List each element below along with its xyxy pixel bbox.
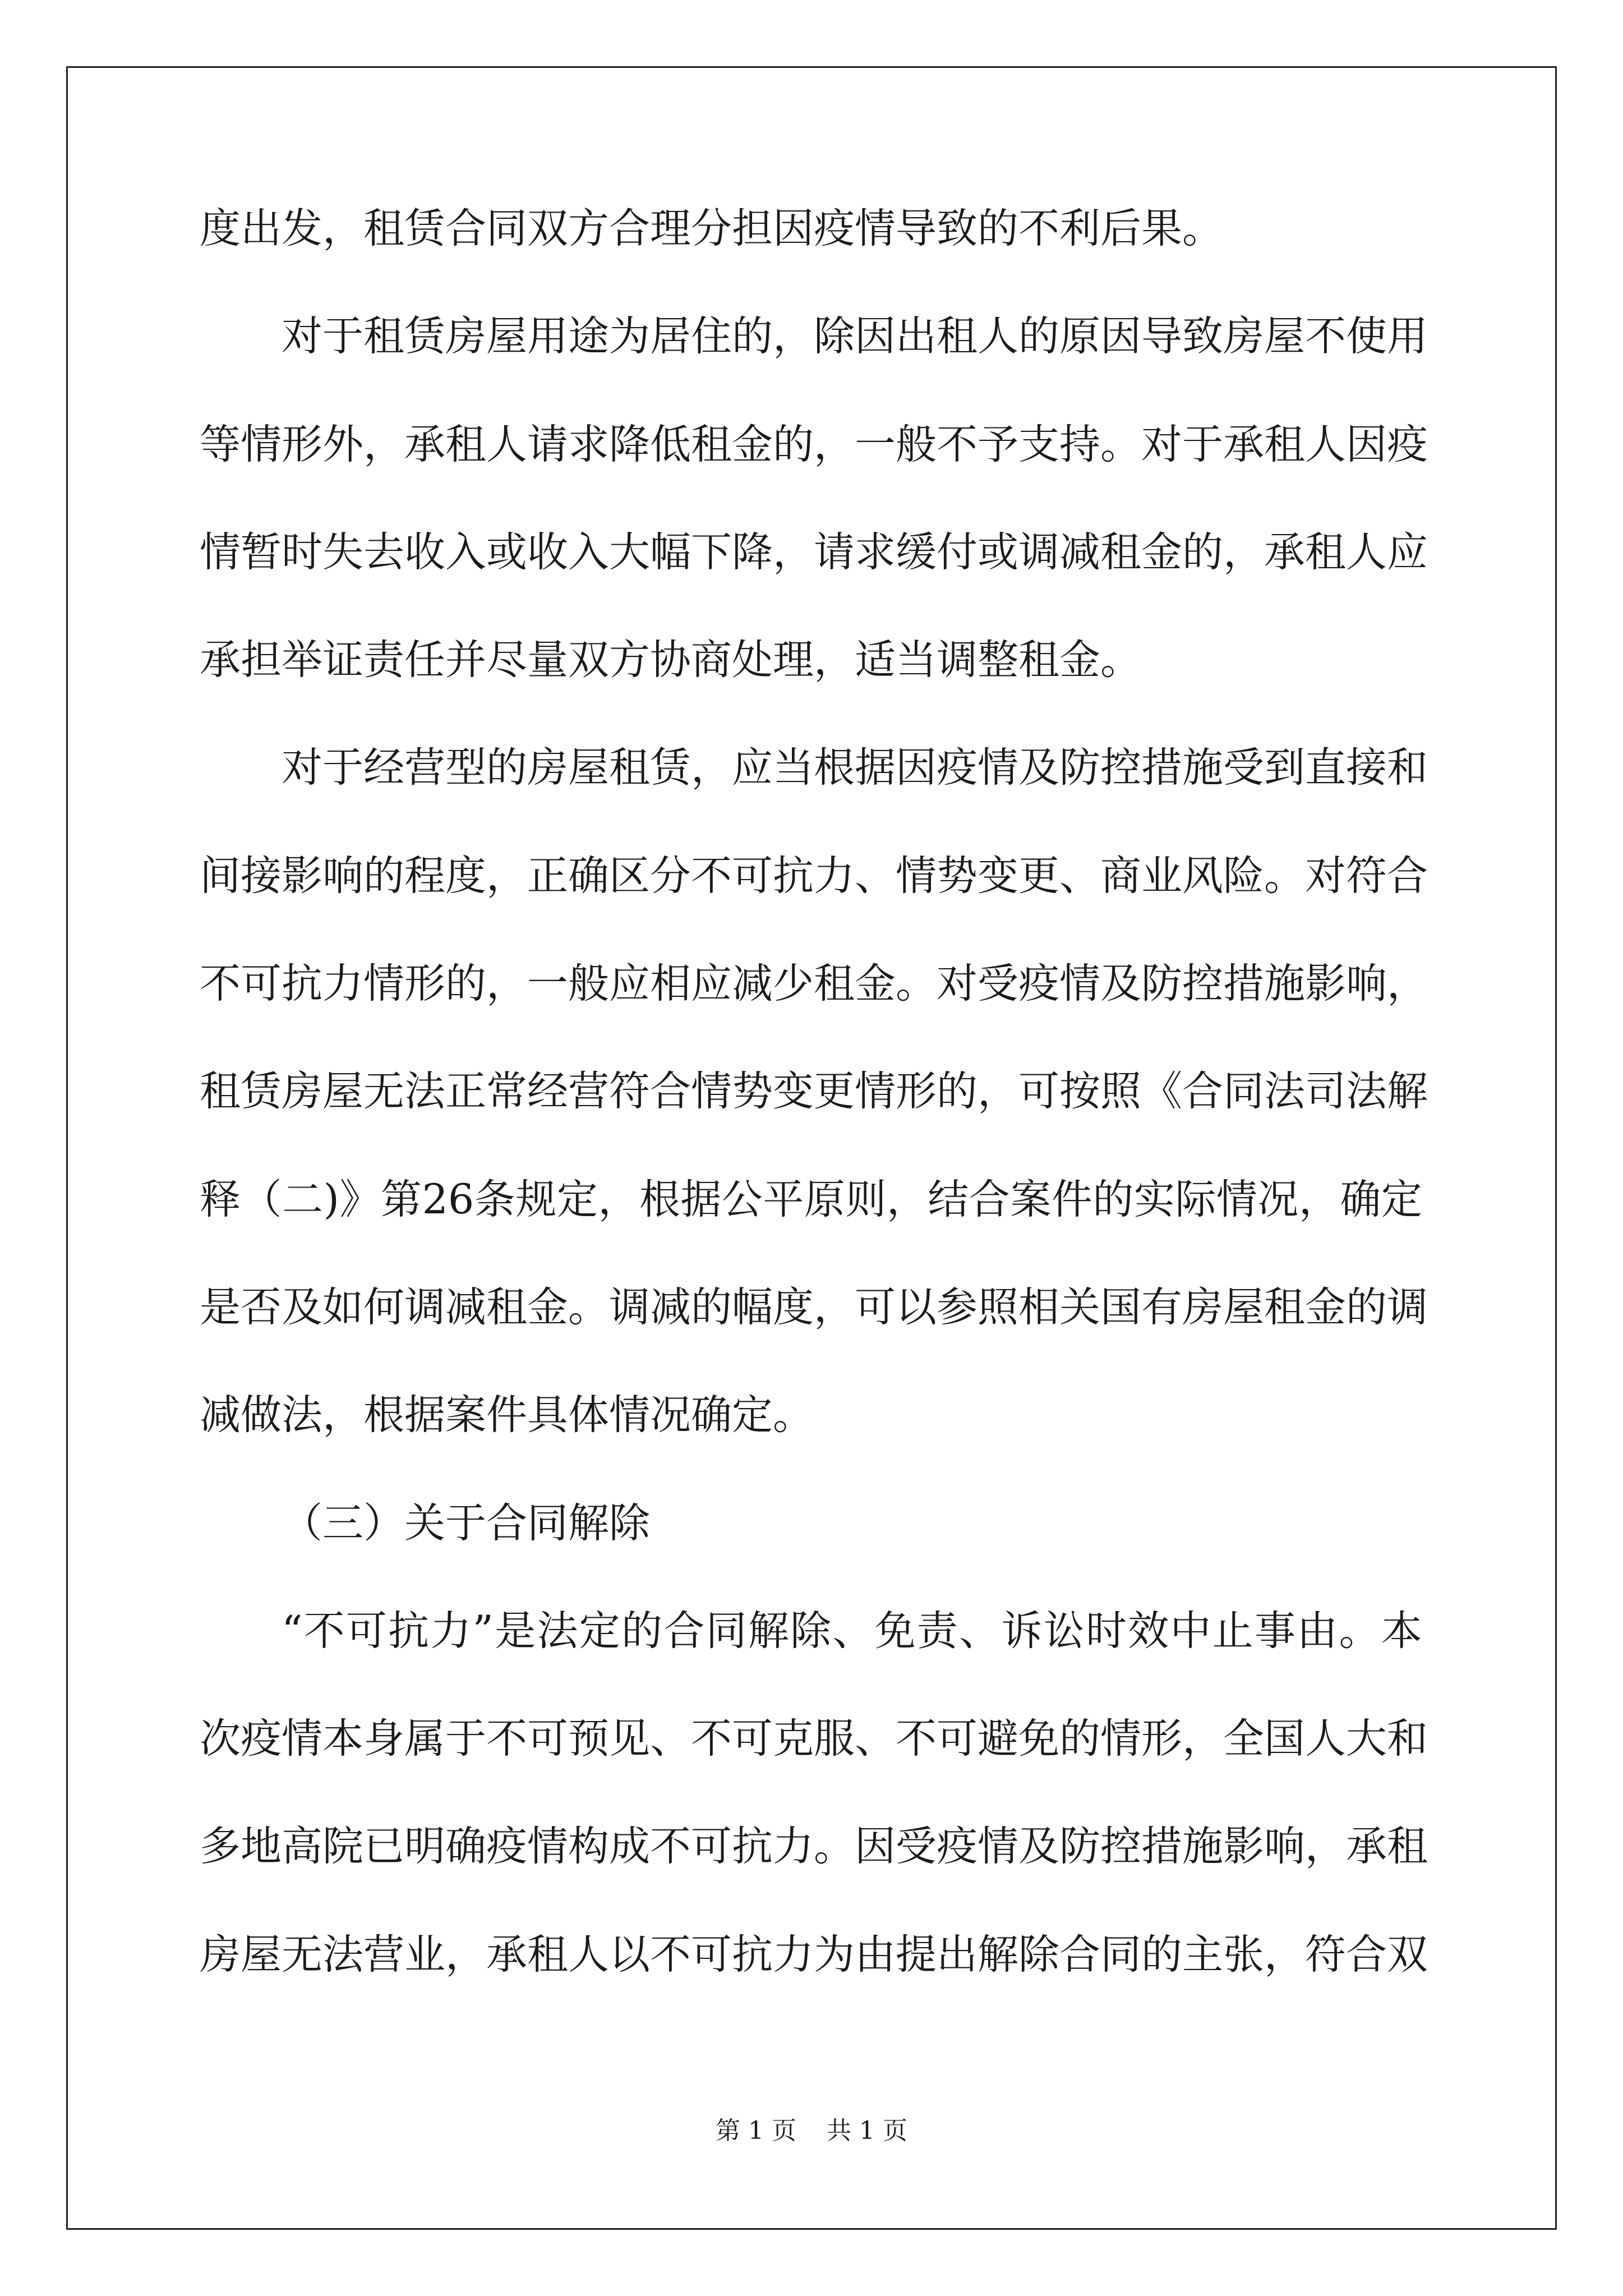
text-line: 情 暂 时 失 去 收 入 或 收 入 大 幅 下 降 ， 请 求 缓 付 或 调 减 租 金 的 ， 承 租 人 应 [200, 528, 1428, 576]
text-line: 不 可 抗 力 情 形 的 ， 一 般 应 相 应 减 少 租 金 。 对 受 疫 情 及 防 控 措 施 影 响 ， [200, 960, 1428, 1008]
text-line: 多 地 高 院 已 明 确 疫 情 构 成 不 可 抗 力 。 因 受 疫 情 及 防 控 措 施 影 响 ， 承 租 [200, 1823, 1428, 1871]
text-line: 承担举证责任并尽量双方协商处理，适当调整租金。 [200, 636, 1141, 684]
page-number: 第 1 页 [716, 2116, 796, 2145]
text-line: 间 接 影 响 的 程 度 ， 正 确 区 分 不 可 抗 力 、 情 势 变 更 、 商 业 风 险 。 对 符 合 [200, 852, 1428, 900]
page-total: 共 1 页 [827, 2116, 907, 2145]
text-line: 减做法，根据案件具体情况确定。 [200, 1391, 814, 1439]
text-line: 对 于 租 赁 房 屋 用 途 为 居 住 的 ， 除 因 出 租 人 的 原 因 导 致 房 屋 不 使 用 [282, 312, 1428, 361]
text-line: 释 （ 二 ) 》 第 26 条 规 定 ， 根 据 公 平 原 则 ， 结 合 案 件 的 实 际 情 况 ， 确 定 [200, 1175, 1422, 1223]
text-line: 租 赁 房 屋 无 法 正 常 经 营 符 合 情 势 变 更 情 形 的 ， 可 按 照 《 合 同 法 司 法 解 [200, 1068, 1428, 1116]
text-line: （三）关于合同解除 [282, 1499, 650, 1547]
document-body [200, 201, 1428, 2035]
text-line: 是 否 及 如 何 调 减 租 金 。 调 减 的 幅 度 ， 可 以 参 照 相 关 国 有 房 屋 租 金 的 调 [200, 1283, 1428, 1331]
text-line: 度出发，租赁合同双方合理分担因疫情导致的不利后果。 [200, 205, 1223, 252]
text-line: 对 于 经 营 型 的 房 屋 租 赁 ， 应 当 根 据 因 疫 情 及 防 控 措 施 受 到 直 接 和 [282, 744, 1428, 792]
page-footer [0, 2110, 1623, 2146]
text-line: “ 不 可 抗 力 ” 是 法 定 的 合 同 解 除 、 免 责 、 诉 讼 时 效 中 止 事 由 。 本 [282, 1607, 1422, 1655]
text-line: 房 屋 无 法 营 业 ， 承 租 人 以 不 可 抗 力 为 由 提 出 解 除 合 同 的 主 张 ， 符 合 双 [200, 1930, 1428, 1978]
text-line: 等 情 形 外 ， 承 租 人 请 求 降 低 租 金 的 ， 一 般 不 予 支 持 。 对 于 承 租 人 因 疫 [200, 420, 1428, 468]
text-line: 次 疫 情 本 身 属 于 不 可 预 见 、 不 可 克 服 、 不 可 避 免 的 情 形 ， 全 国 人 大 和 [200, 1715, 1428, 1763]
